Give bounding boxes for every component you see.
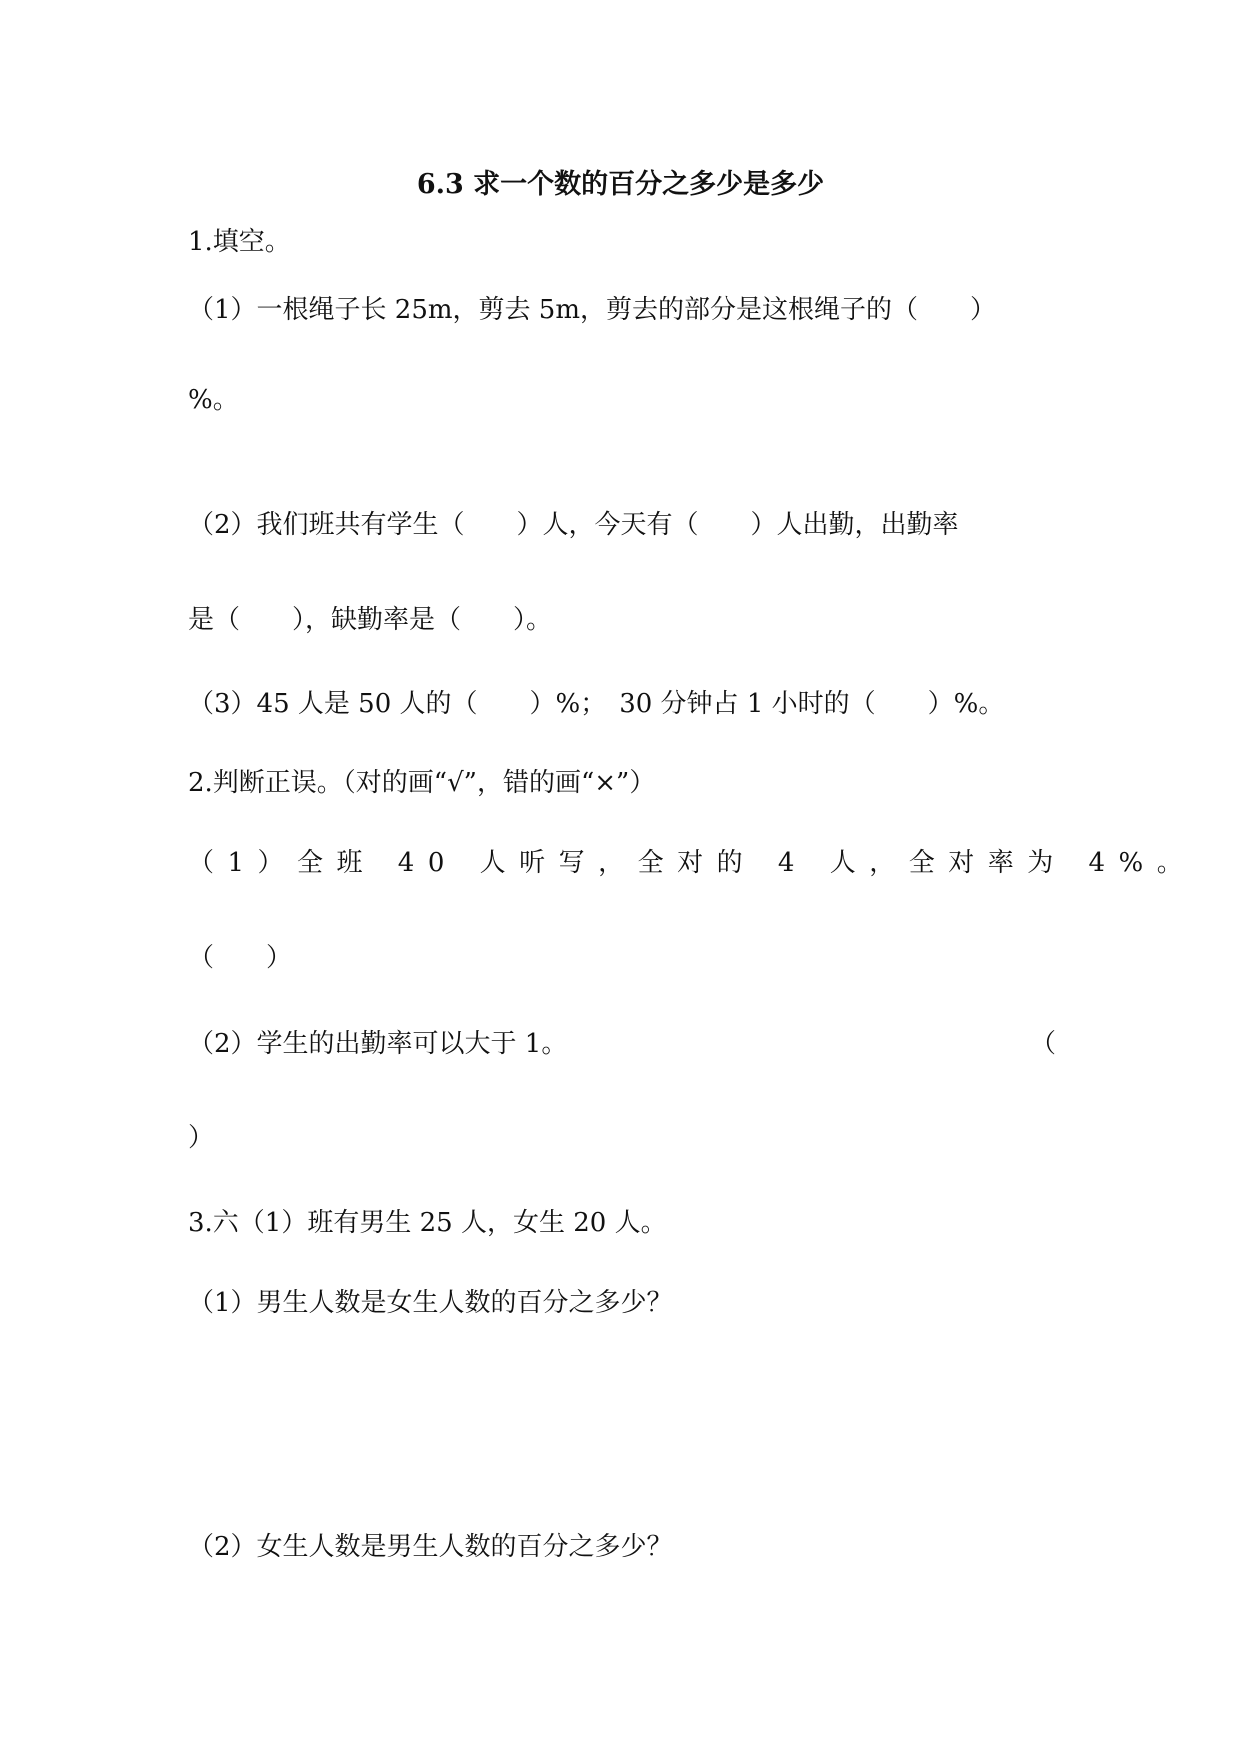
question-1-1-line-1: （1）一根绳子长 25m，剪去 5m，剪去的部分是这根绳子的（ ）	[188, 295, 997, 325]
question-2-1-line-2: （ ）	[188, 943, 293, 973]
page-title: 6.3 求一个数的百分之多少是多少	[416, 169, 825, 200]
question-2-1-line-1: （1）全班 40 人听写，全对的 4 人，全对率为 4%。	[188, 848, 1197, 878]
question-3-1: （1）男生人数是女生人数的百分之多少？	[188, 1288, 673, 1318]
question-1-2-line-2: 是（ ），缺勤率是（ ）。	[188, 605, 553, 635]
question-2-2-paren-open: （	[1030, 1029, 1057, 1059]
question-2-2-line-1: （2）学生的出勤率可以大于 1。	[188, 1029, 568, 1059]
question-3-2: （2）女生人数是男生人数的百分之多少？	[188, 1532, 673, 1562]
question-1-1-line-2: %。	[188, 385, 239, 415]
section-3-heading: 3.六（1）班有男生 25 人，女生 20 人。	[188, 1208, 667, 1238]
section-1-heading: 1.填空。	[188, 227, 291, 257]
question-1-3: （3）45 人是 50 人的（ ）%； 30 分钟占 1 小时的（ ）%。	[188, 689, 1005, 719]
question-1-2-line-1: （2）我们班共有学生（ ）人，今天有（ ）人出勤，出勤率	[188, 510, 959, 540]
section-2-heading: 2.判断正误。（对的画“√”，错的画“×”）	[188, 768, 656, 798]
question-2-2-line-2: ）	[188, 1123, 215, 1153]
